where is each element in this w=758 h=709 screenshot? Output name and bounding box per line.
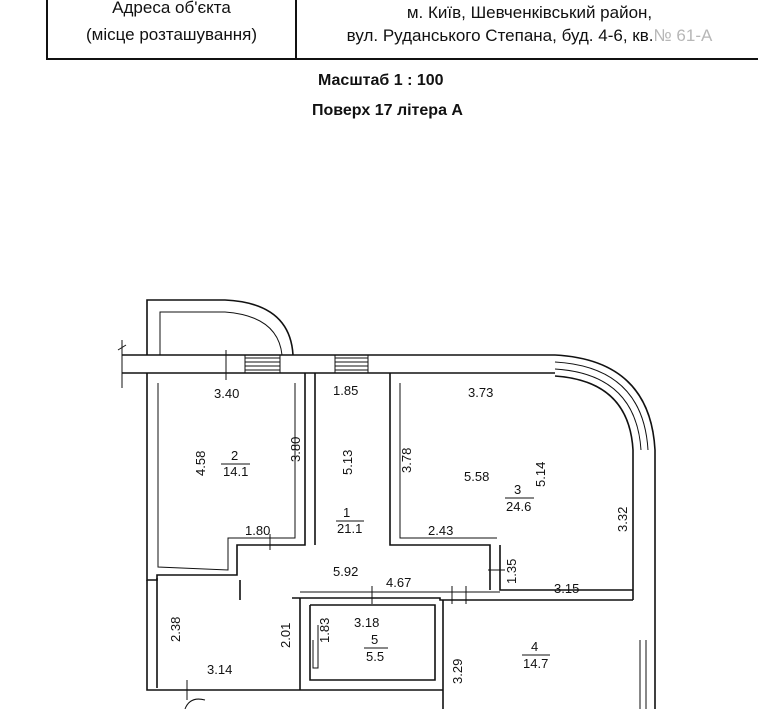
- bottom-stair-arc: [185, 699, 205, 709]
- address-line2-main: вул. Руданського Степана, буд. 4-6, кв.: [346, 26, 654, 45]
- header-left-line2: (місце розташування): [86, 25, 257, 44]
- window-left: [245, 355, 280, 373]
- header-left-line1: Адреса об'єкта: [112, 0, 231, 17]
- bay-inner-wall-a: [555, 362, 648, 450]
- corridor-right-inner: [400, 383, 497, 538]
- dim-label: 3.29: [450, 658, 465, 684]
- apartment-number: № 61-А: [653, 26, 713, 45]
- dim-label: 3.80: [288, 436, 303, 462]
- dim-label: 1.80: [245, 523, 271, 538]
- floor-label: Поверх 17 літера А: [312, 102, 463, 119]
- address-line1: м. Київ, Шевченківський район,: [406, 3, 653, 22]
- dim-label: 2.43: [428, 523, 454, 538]
- wall-break-mark: [118, 340, 126, 388]
- dim-label: 1.85: [333, 383, 359, 398]
- dim-label: 2.38: [168, 616, 183, 642]
- bay-window-ticks: [640, 640, 646, 709]
- room-area: 5.5: [366, 649, 385, 664]
- dim-label: 3.32: [615, 506, 630, 532]
- dim-label: 1.35: [504, 558, 519, 584]
- room-area: 14.7: [523, 656, 549, 671]
- dim-label: 5.92: [333, 564, 359, 579]
- dim-label: 5.58: [464, 469, 490, 484]
- room-number: 3: [514, 482, 522, 497]
- dim-label: 3.18: [354, 615, 380, 630]
- dim-label: 3.15: [554, 581, 580, 596]
- room-number: 2: [231, 448, 239, 463]
- dim-label: 3.78: [399, 447, 414, 473]
- dim-label: 1.83: [317, 617, 332, 643]
- dim-label: 5.14: [533, 461, 548, 487]
- room-number: 1: [343, 505, 351, 520]
- bathroom-top-wall: [292, 598, 633, 600]
- dim-label: 4.58: [193, 450, 208, 476]
- room-area: 14.1: [223, 464, 249, 479]
- room-area: 21.1: [337, 521, 363, 536]
- room-number: 4: [531, 639, 539, 654]
- room-number: 5: [371, 632, 379, 647]
- balcony-inner-wall: [160, 312, 282, 355]
- room5-walls: [300, 598, 435, 690]
- dim-label: 4.67: [386, 575, 412, 590]
- dim-label: 3.40: [214, 386, 240, 401]
- dimension-labels: [168, 383, 630, 684]
- window-center: [335, 355, 368, 373]
- balcony-wall: [147, 300, 293, 355]
- dim-label: 3.14: [207, 662, 233, 677]
- dim-label: 5.13: [340, 449, 355, 475]
- bay-inner-wall-c: [555, 376, 633, 600]
- room-area: 24.6: [506, 499, 532, 514]
- dim-label: 3.73: [468, 385, 494, 400]
- dim-label: 2.01: [278, 622, 293, 648]
- scale-label: Масштаб 1 : 100: [318, 72, 444, 89]
